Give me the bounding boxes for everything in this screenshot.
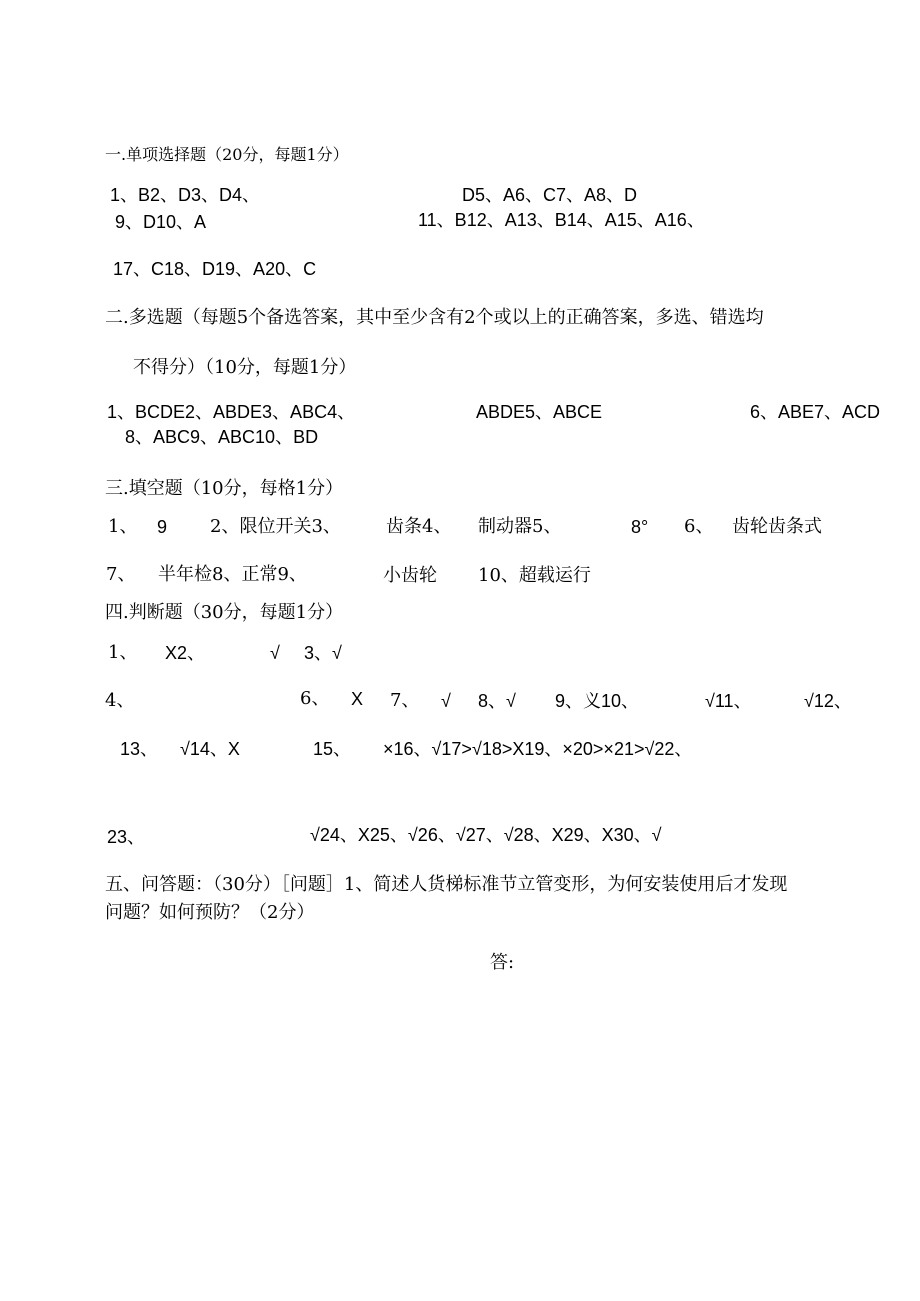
fill-item-3: 齿条4、 [386,516,452,537]
judge-row1-item-1: 1、 [108,642,138,663]
judge-row4-item-1: 23、 [107,827,146,847]
section2-row2: 8、ABC9、ABC10、BD [125,427,319,447]
judge-row4-item-2: √24、X25、√26、√27、√28、X29、X30、√ [310,825,662,845]
section1-row1-left: 1、B2、D3、D4、 [110,185,261,205]
section3-heading: 三.填空题（10分，每格1分） [105,478,344,499]
section2-row1-left: 1、BCDE2、ABDE3、ABC4、 [107,402,356,422]
judge-row1-item-2: X2、 [165,643,206,663]
fill-item-4: 制动器5、 [478,516,562,537]
judge-row3-item-3: 15、 [313,739,352,759]
fill-item-1-answer: 9 [157,517,168,537]
section2-row1-middle: ABDE5、ABCE [476,402,603,422]
section5-question-line1: 五、问答题：（30分）［问题］1、简述人货梯标准节立管变形，为何安装使用后才发现 [105,874,788,895]
section1-row3: 17、C18、D19、A20、C [113,259,317,279]
judge-row2-item-9: √12、 [804,691,852,711]
section1-row1-right: D5、A6、C7、A8、D [462,185,638,205]
judge-row2-item-2: 6、 [300,688,330,709]
fill-item-6-answer: 齿轮齿条式 [732,516,822,537]
section4-heading: 四.判断题（30分，每题1分） [105,602,344,623]
judge-row2-item-3: X [351,689,364,709]
fill-item-5-answer: 8° [631,517,649,537]
judge-row2-item-1: 4、 [105,690,135,711]
fill-item-7-label: 7、 [106,564,136,585]
section2-row1-right: 6、ABE7、ACD [750,402,881,422]
judge-row3-item-1: 13、 [120,739,159,759]
judge-row2-item-7: 9、义10、 [555,691,640,711]
fill-item-2: 2、限位开关3、 [210,516,341,537]
judge-row2-item-8: √11、 [705,691,752,711]
section5-question-line2: 问题？如何预防？（2分） [105,902,315,923]
fill-item-9-answer: 小齿轮 [383,565,437,586]
section1-row2-left: 9、D10、A [115,212,207,232]
judge-row1-item-4: 3、√ [304,643,342,663]
fill-item-6-label: 6、 [684,516,714,537]
fill-item-1-label: 1、 [108,516,138,537]
judge-row3-item-4: ×16、√17>√18>X19、×20>×21>√22、 [383,739,693,759]
section1-row2-right: 11、B12、A13、B14、A15、A16、 [418,210,705,230]
section1-heading: 一.单项选择题（20分，每题1分） [105,145,349,164]
section2-heading-continued: 不得分）（10分，每题1分） [133,357,357,378]
fill-item-10: 10、超载运行 [478,565,591,586]
judge-row2-item-6: 8、√ [478,691,516,711]
judge-row2-item-5: √ [441,691,451,711]
section2-heading: 二.多选题（每题5个备选答案，其中至少含有2个或以上的正确答案，多选、错选均 [105,307,764,328]
answer-label: 答: [490,952,515,973]
judge-row1-item-3: √ [270,643,280,663]
judge-row3-item-2: √14、X [180,739,240,759]
fill-item-7-8: 半年检8、正常9、 [158,564,307,585]
judge-row2-item-4: 7、 [390,690,420,711]
